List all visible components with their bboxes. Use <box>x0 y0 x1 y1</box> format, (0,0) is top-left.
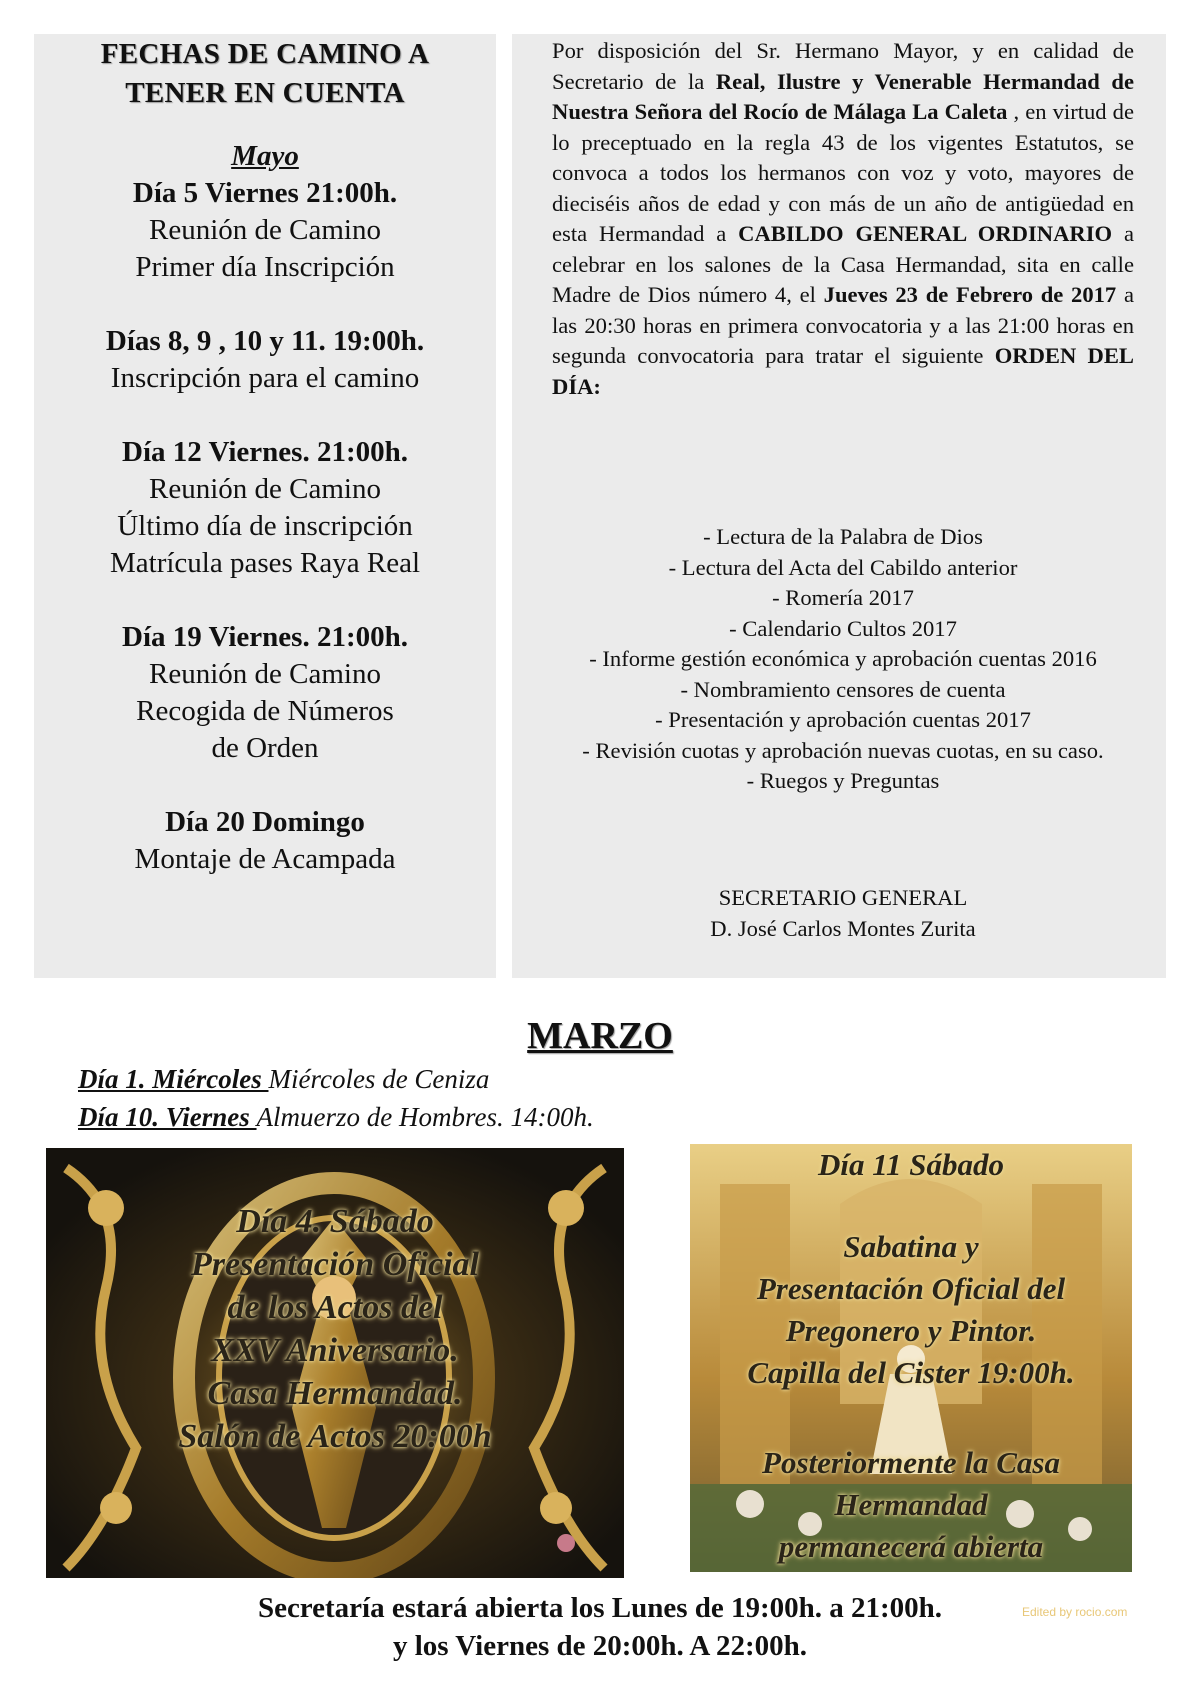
marzo-line-2 <box>78 1102 594 1133</box>
event-heading: Día 19 Viernes. 21:00h. <box>122 621 408 653</box>
caption-line: Posteriormente la Casa <box>762 1445 1060 1480</box>
marzo-line-2-text: Almuerzo de Hombres. 14:00h. <box>256 1102 594 1132</box>
panel-title-line-1: FECHAS DE CAMINO A <box>100 38 430 70</box>
notice-cabildo: CABILDO GENERAL ORDINARIO <box>738 221 1113 246</box>
marzo-line-1-text: Miércoles de Ceniza <box>268 1064 490 1094</box>
agenda-item: - Revisión cuotas y aprobación nuevas cuotas, en su caso. <box>582 737 1104 763</box>
event-heading: Día 12 Viernes. 21:00h. <box>122 436 408 468</box>
agenda-item: - Presentación y aprobación cuentas 2017 <box>655 707 1031 732</box>
agenda-item: - Ruegos y Preguntas <box>746 768 940 793</box>
right-image-caption-1 <box>690 1226 1132 1394</box>
event-heading: Día 20 Domingo <box>165 806 365 838</box>
notice-orden-del-dia: ORDEN DEL DÍA: <box>552 343 1134 399</box>
office-hours-footer <box>0 1589 1200 1665</box>
event-item <box>34 323 496 397</box>
agenda-item: - Informe gestión económica y aprobación cuentas 2016 <box>589 646 1097 671</box>
event-line: Reunión de Camino <box>149 658 381 690</box>
event-line: Reunión de Camino <box>149 214 381 246</box>
event-line: Primer día Inscripción <box>135 251 395 283</box>
left-image-caption <box>46 1200 624 1458</box>
footer-line-2: y los Viernes de 20:00h. A 22:00h. <box>392 1630 808 1662</box>
event-item <box>34 175 496 286</box>
caption-line: Día 4. Sábado <box>236 1203 434 1240</box>
marzo-line-1 <box>78 1064 489 1095</box>
caption-line: Pregonero y Pintor. <box>785 1313 1037 1348</box>
caption-line: Presentación Oficial <box>190 1246 480 1283</box>
virgin-embroidery-image <box>46 1148 624 1578</box>
altar-image <box>690 1144 1132 1572</box>
caption-line: permanecerá abierta <box>778 1529 1044 1564</box>
event-heading: Días 8, 9 , 10 y 11. 19:00h. <box>105 325 425 357</box>
right-image-heading: Día 11 Sábado <box>817 1147 1005 1182</box>
event-line: Matrícula pases Raya Real <box>109 547 421 579</box>
event-line: de Orden <box>211 732 319 764</box>
event-item <box>34 619 496 767</box>
notice-date: Jueves 23 de Febrero de 2017 <box>823 282 1117 307</box>
signature-name: D. José Carlos Montes Zurita <box>710 915 976 941</box>
panel-title-line-2: TENER EN CUENTA <box>125 77 405 109</box>
event-line: Inscripción para el camino <box>110 362 420 394</box>
notice-part-3: a celebrar en los salones de la Casa Hermandad, sita en calle Madre de Dios número 4, el <box>552 221 1134 307</box>
signature <box>552 883 1134 944</box>
agenda-item: - Calendario Cultos 2017 <box>729 615 957 641</box>
notice-text <box>552 36 1134 402</box>
notice-part-2: , en virtud de lo preceptuado en la regla 43 de los vigentes Estatutos, se convoca a todos los hermanos con voz y voto, mayores de dieciséis años de edad y con más de un año de antigüedad en esta Hermandad a <box>552 99 1134 246</box>
event-line: Reunión de Camino <box>149 473 381 505</box>
month-heading: Mayo <box>231 140 299 172</box>
agenda-item: - Nombramiento censores de cuenta <box>680 676 1006 702</box>
camino-dates-panel <box>34 34 496 978</box>
event-line: Recogida de Números <box>136 695 394 727</box>
notice-hermandad-name: Real, Ilustre y Venerable Hermandad de Nuestra Señora del Rocío de Málaga La Caleta <box>552 68 1134 124</box>
caption-line: de los Actos del <box>227 1289 443 1326</box>
caption-line: Capilla del Cister 19:00h. <box>747 1355 1075 1390</box>
event-list <box>34 175 496 878</box>
marzo-line-1-date: Día 1. Miércoles <box>78 1064 269 1094</box>
event-heading: Día 5 Viernes 21:00h. <box>132 177 398 209</box>
caption-line: XXV Aniversario. <box>211 1332 459 1369</box>
caption-line: Sabatina y <box>843 1229 979 1264</box>
caption-line: Presentación Oficial del <box>756 1271 1066 1306</box>
agenda-item: - Lectura de la Palabra de Dios <box>703 524 983 549</box>
agenda-item: - Romería 2017 <box>772 585 914 610</box>
marzo-heading: MARZO <box>527 1015 673 1057</box>
caption-line: Salón de Actos 20:00h <box>178 1418 492 1455</box>
notice-part-4: a las 20:30 horas en primera convocatoria y a las 21:00 horas en segunda convocatoria para tratar el siguiente <box>552 282 1134 368</box>
agenda-list <box>552 522 1134 797</box>
event-item <box>34 804 496 878</box>
signature-title: SECRETARIO GENERAL <box>718 885 968 910</box>
caption-line: Hermandad <box>834 1487 988 1522</box>
event-item <box>34 434 496 582</box>
watermark: Edited by rocio.com <box>1022 1605 1128 1619</box>
event-line: Último día de inscripción <box>117 510 413 542</box>
footer-line-1: Secretaría estará abierta los Lunes de 19:00h. a 21:00h. <box>257 1592 943 1624</box>
event-line: Montaje de Acampada <box>134 843 396 875</box>
right-image-caption-2 <box>690 1442 1132 1568</box>
marzo-line-2-date: Día 10. Viernes <box>78 1102 257 1132</box>
agenda-item: - Lectura del Acta del Cabildo anterior <box>668 554 1018 580</box>
cabildo-notice-panel <box>512 34 1166 978</box>
caption-line: Casa Hermandad. <box>207 1375 463 1412</box>
notice-part-1: Por disposición del Sr. Hermano Mayor, y en calidad de Secretario de la <box>552 38 1134 94</box>
